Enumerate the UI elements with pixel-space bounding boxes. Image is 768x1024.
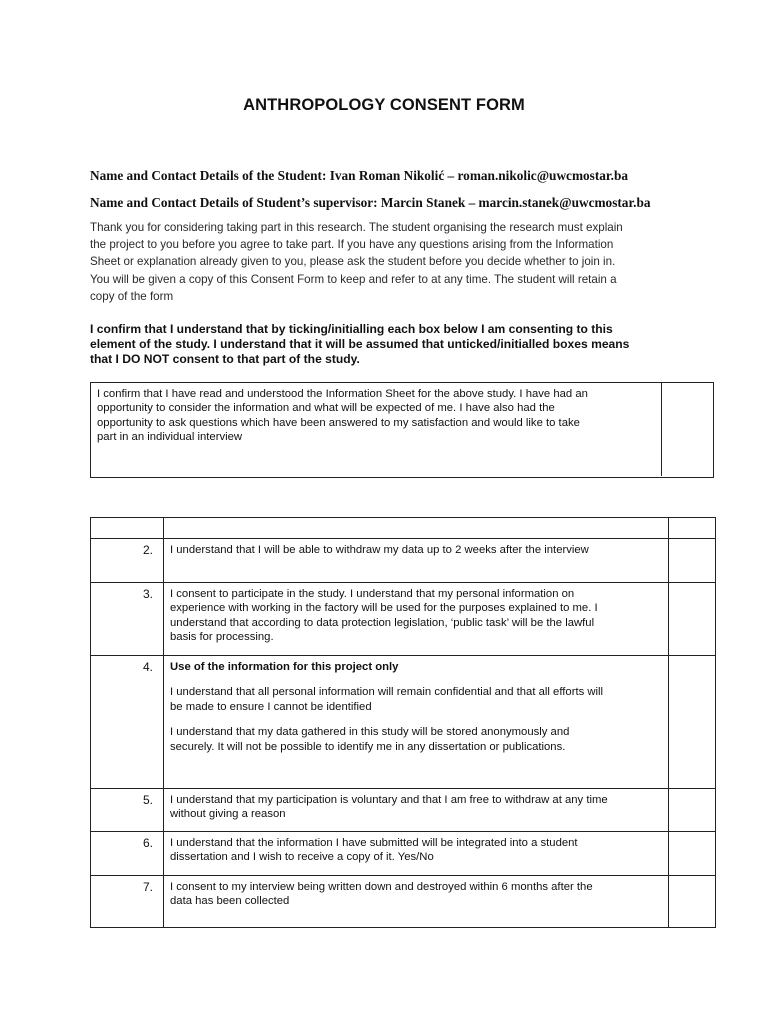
intro-line: Thank you for considering taking part in this research. The student organising the research must explain <box>90 221 623 234</box>
table-row <box>91 876 716 928</box>
tick-box-6[interactable] <box>669 832 716 876</box>
confirm-line: that I DO NOT consent to that part of the study. <box>90 351 360 366</box>
item-text <box>164 583 669 656</box>
supervisor-contact: Name and Contact Details of Student’s supervisor: Marcin Stanek – marcin.stanek@uwcmostar.ba <box>90 195 651 210</box>
item-line: I understand that my participation is voluntary and that I am free to withdraw at any time <box>170 794 608 806</box>
item-text <box>164 832 669 876</box>
item-line: be made to ensure I cannot be identified <box>170 700 372 713</box>
table-row <box>91 656 716 789</box>
table-row <box>91 583 716 656</box>
header-cell-tick <box>669 518 716 539</box>
statement-1-text <box>97 387 657 445</box>
intro-line: copy of the form <box>90 289 174 303</box>
intro-line: the project to you before you agree to take part. If you have any questions arising from the Information <box>90 238 614 252</box>
item-line: I consent to my interview being written down and destroyed within 6 months after the <box>170 881 593 893</box>
table-row <box>91 789 716 832</box>
header-cell-num <box>91 518 164 539</box>
tick-box-1[interactable] <box>661 383 713 476</box>
item-number: 6. <box>91 832 164 876</box>
item-heading: Use of the information for this project only <box>170 661 399 673</box>
item-line: securely. It will not be possible to identify me in any dissertation or publications. <box>170 740 566 753</box>
item-number: 5. <box>91 789 164 832</box>
item-line: dissertation and I wish to receive a copy of it. Yes/No <box>170 851 434 864</box>
item-text <box>164 656 669 789</box>
item-paragraph <box>170 685 662 714</box>
item-line: experience with working in the factory will be used for the purposes explained to me. I <box>170 602 598 615</box>
item-line: I understand that my data gathered in this study will be stored anonymously and <box>170 726 570 739</box>
table-row <box>91 832 716 876</box>
tick-box-5[interactable] <box>669 789 716 832</box>
statement-1-box <box>90 382 714 478</box>
consent-items-table <box>90 517 716 928</box>
statement-line: I confirm that I have read and understood the Information Sheet for the above study. I have had an <box>97 388 588 400</box>
header-cell-text <box>164 518 669 539</box>
confirm-line: I confirm that I understand that by ticking/initialling each box below I am consenting to this <box>90 322 613 336</box>
intro-line: You will be given a copy of this Consent Form to keep and refer to at any time. The student will retain a <box>90 272 617 286</box>
item-line: data has been collected <box>170 895 290 908</box>
statement-line: opportunity to ask questions which have been answered to my satisfaction and would like to take <box>97 416 580 429</box>
item-number: 2. <box>91 539 164 583</box>
item-number: 7. <box>91 876 164 928</box>
item-line: understand that according to data protection legislation, ‘public task’ will be the lawful <box>170 616 595 629</box>
form-title: ANTHROPOLOGY CONSENT FORM <box>243 96 525 114</box>
intro-line: Sheet or explanation already given to you, please ask the student before you decide whether to join in. <box>90 255 616 269</box>
item-text <box>164 789 669 832</box>
confirmation-notice <box>90 322 670 366</box>
student-contact: Name and Contact Details of the Student: Ivan Roman Nikolić – roman.nikolic@uwcmostar.ba <box>90 168 628 183</box>
item-line: I understand that I will be able to withdraw my data up to 2 weeks after the interview <box>170 544 589 556</box>
tick-box-7[interactable] <box>669 876 716 928</box>
statement-line: part in an individual interview <box>97 431 243 444</box>
tick-box-3[interactable] <box>669 583 716 656</box>
confirm-line: element of the study. I understand that it will be assumed that unticked/initialled boxes means <box>90 336 630 351</box>
tick-box-2[interactable] <box>669 539 716 583</box>
table-header-row <box>91 518 716 539</box>
item-line: basis for processing. <box>170 631 274 644</box>
item-line: I consent to participate in the study. I understand that my personal information on <box>170 588 575 600</box>
table-row <box>91 539 716 583</box>
statement-line: opportunity to consider the information and what will be expected of me. I have also had the <box>97 402 555 415</box>
item-number: 3. <box>91 583 164 656</box>
item-text <box>164 876 669 928</box>
tick-box-4[interactable] <box>669 656 716 789</box>
item-paragraph <box>170 725 662 754</box>
item-line: I understand that all personal information will remain confidential and that all efforts will <box>170 686 604 699</box>
item-line: without giving a reason <box>170 808 286 821</box>
item-line: I understand that the information I have submitted will be integrated into a student <box>170 837 578 849</box>
item-number: 4. <box>91 656 164 789</box>
item-text <box>164 539 669 583</box>
intro-paragraph <box>90 219 680 305</box>
